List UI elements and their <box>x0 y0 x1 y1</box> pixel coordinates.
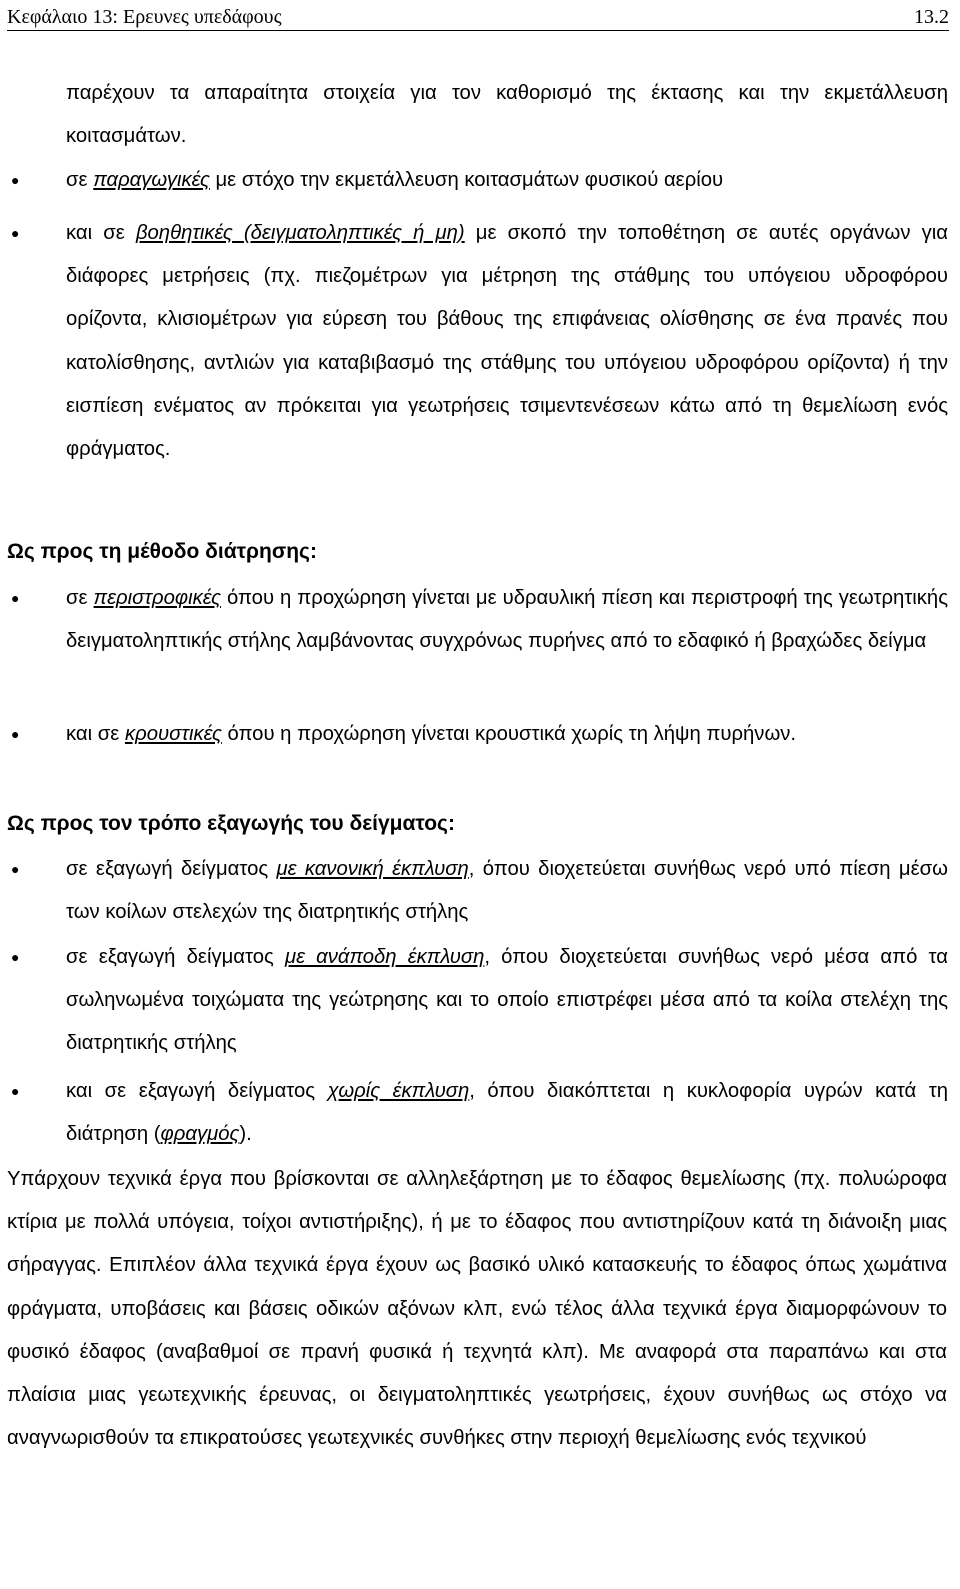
bullet-rotary: σε περιστροφικές όπου η προχώρηση γίνεται με υδραυλική πίεση και περιστροφή της γεωτρητικής δειγματοληπτικής στήλης λαμβάνοντας συγχρόνως πυρήνες από το εδαφικό ή βραχώδες δείγμα <box>66 587 948 653</box>
bullet-icon: ● <box>11 225 20 241</box>
bullet-icon: ● <box>11 1083 20 1099</box>
term-reverse-flush: με ανάποδη έκπλυση <box>284 946 485 968</box>
term-normal-flush: με κανονική έκπλυση <box>276 858 469 880</box>
bullet-icon: ● <box>11 861 20 877</box>
page-number: 13.2 <box>914 6 949 28</box>
bullet-icon: ● <box>11 726 20 742</box>
bullet-no-flush: και σε εξαγωγή δείγματος χωρίς έκπλυση, όπου διακόπτεται η κυκλοφορία υγρών κατά τη διάτρηση (φραγμός). <box>66 1080 949 1146</box>
term-rotary: περιστροφικές <box>93 587 221 609</box>
page-header <box>7 4 949 31</box>
bullet-icon: ● <box>11 172 20 188</box>
bullet-productive: σε παραγωγικές με στόχο την εκμετάλλευση κοιτασμάτων φυσικού αερίου <box>66 169 724 191</box>
term-percussion: κρουστικές <box>124 723 222 745</box>
bullet-percussion: και σε κρουστικές όπου η προχώρηση γίνεται κρουστικά χωρίς τη λήψη πυρήνων. <box>66 723 797 745</box>
term-no-flush: χωρίς έκπλυση <box>327 1080 470 1102</box>
closing-paragraph: Υπάρχουν τεχνικά έργα που βρίσκονται σε αλληλεξάρτηση με το έδαφος θεμελίωσης (πχ. πολυώροφα κτίρια με πολλά υπόγεια, τοίχοι αντιστήριξης), ή με το έδαφος που αντιστηρίζουν κατά τη διάνοιξη μιας σήραγγας. Επιπλέον άλλα τεχνικά έργα έχουν ως βασικό υλικό κατασκευής το έδαφος όπως χωμάτινα φράγματα, υποβάσεις και βάσεις οδικών αξόνων κλπ, ενώ τέλος άλλα τεχνικά έργα διαμορφώνουν το φυσικό έδαφος (αναβαθμοί σε πρανή φυσικά ή τεχνητά κλπ). Με αναφορά στα παραπάνω και στα πλαίσια μιας γεωτεχνικής έρευνας, οι δειγματοληπτικές γεωτρήσεις, έχουν συνήθως ως στόχο να αναγνωρισθούν τα επικρατούσες γεωτεχνικές συνθήκες στην περιοχή θεμελίωσης ενός τεχνικού <box>7 1168 947 1450</box>
heading-sample-extraction: Ως προς τον τρόπο εξαγωγής του δείγματος: <box>7 812 455 835</box>
bullet-icon: ● <box>11 590 20 606</box>
bullet-auxiliary: και σε βοηθητικές (δειγματοληπτικές ή μη) με σκοπό την τοποθέτηση σε αυτές οργάνων για διάφορες μετρήσεις (πχ. πιεζομέτρων για μέτρηση της στάθμης του υπόγειου υδροφόρου ορίζοντα, κλισιομέτρων για εύρεση του βάθους της επιφάνειας ολίσθησης σε ένα πρανές που κατολίσθησης, αντλιών για καταβιβασμό της στάθμης του υπόγειου υδροφόρου ορίζοντα) ή την εισπίεση ενέματος αν πρόκειται για γεωτρήσεις τσιμεντενέσεων κάτω από τη θεμελίωση ενός φράγματος. <box>66 222 948 461</box>
continuation-paragraph: παρέχουν τα απαραίτητα στοιχεία για τον καθορισμό της έκτασης και την εκμετάλλευση κοιτασμάτων. <box>66 82 948 148</box>
bullet-normal-flush: σε εξαγωγή δείγματος με κανονική έκπλυση, όπου διοχετεύεται συνήθως νερό υπό πίεση μέσω των κοίλων στελεχών της διατρητικής στήλης <box>66 858 948 924</box>
term-barrier: φραγμός <box>160 1123 240 1146</box>
bullet-reverse-flush: σε εξαγωγή δείγματος με ανάποδη έκπλυση, όπου διοχετεύεται συνήθως νερό μέσα από τα σωληνωμένα τοιχώματα της γεώτρησης και το οποίο επιστρέφει μέσα από τα κοίλα στελέχη της διατρητικής στήλης <box>66 946 948 1055</box>
bullet-icon: ● <box>11 949 20 965</box>
term-productive: παραγωγικές <box>93 169 210 191</box>
term-auxiliary: βοηθητικές (δειγματοληπτικές ή μη) <box>135 222 465 244</box>
chapter-title: Κεφάλαιο 13: Ερευνες υπεδάφους <box>7 6 282 28</box>
heading-drilling-method: Ως προς τη μέθοδο διάτρησης: <box>7 540 317 563</box>
